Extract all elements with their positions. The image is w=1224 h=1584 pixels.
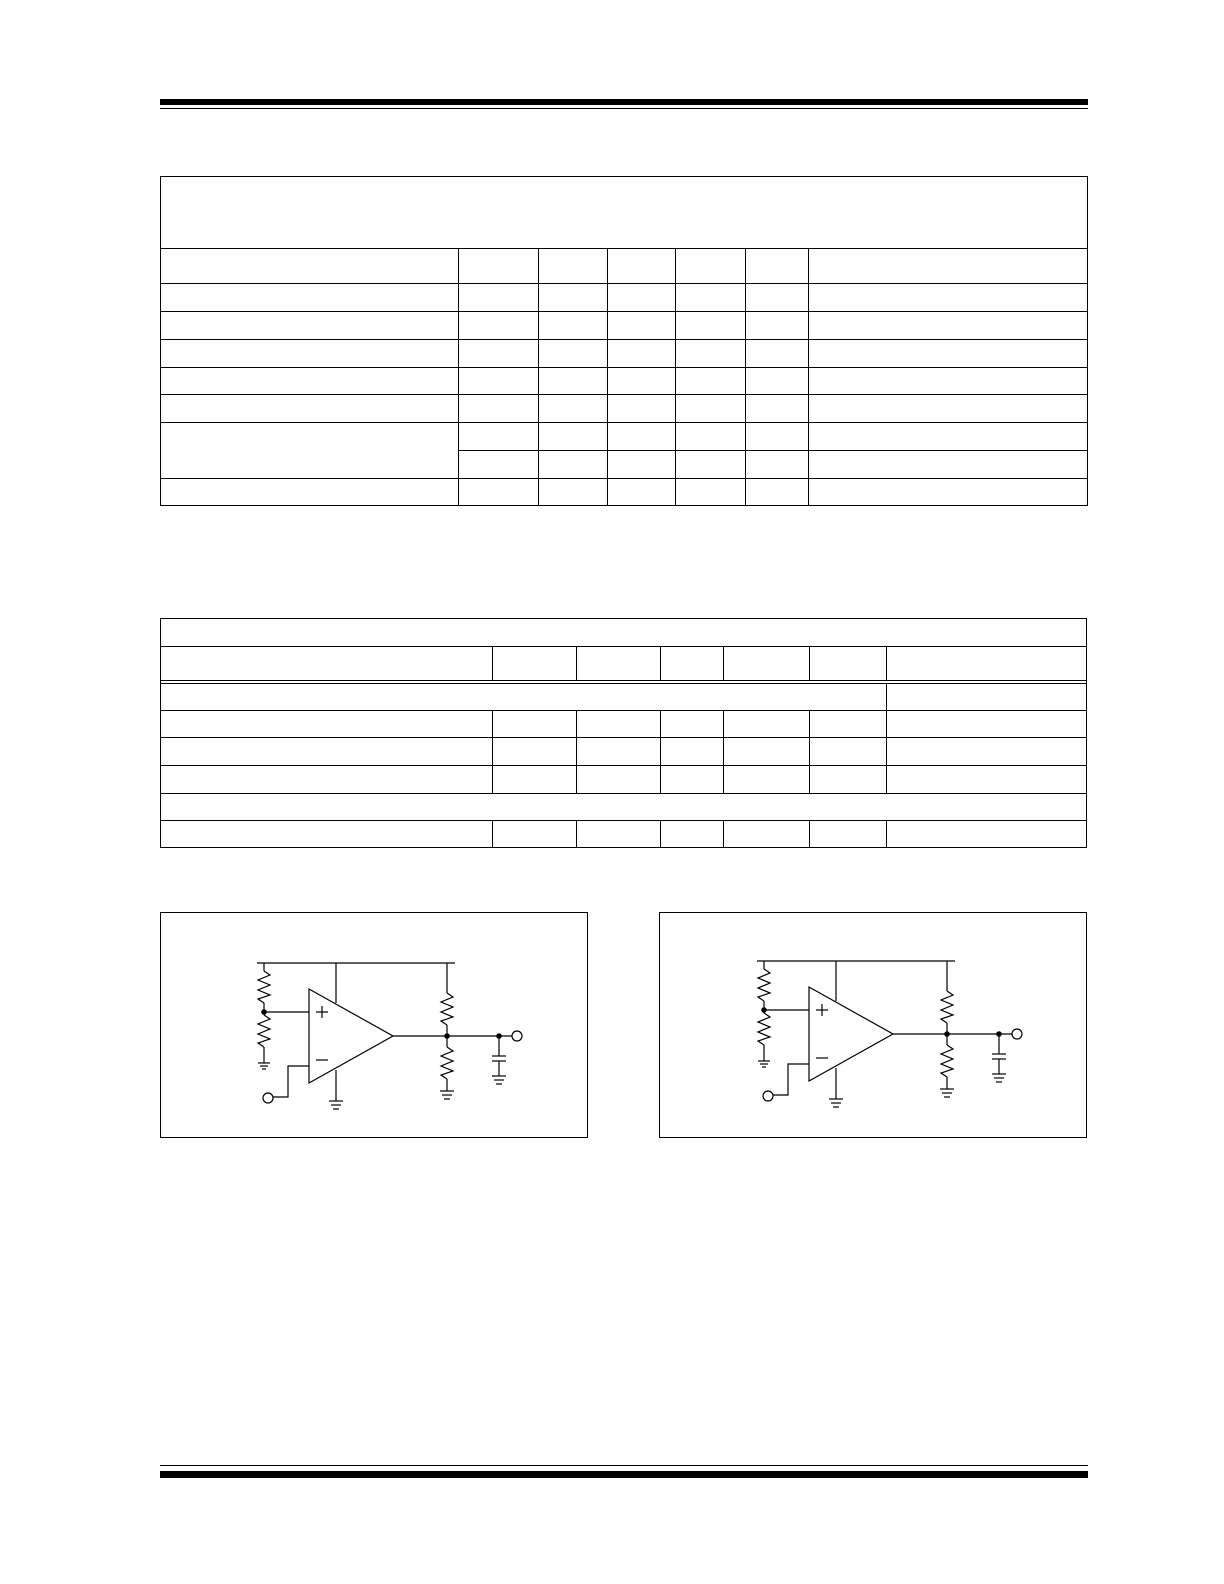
table-1-row-line xyxy=(161,394,1087,395)
table-2-header-line xyxy=(161,680,1086,681)
table-1-col-line xyxy=(538,248,539,505)
figure-1 xyxy=(160,912,588,1138)
table-1-col-line xyxy=(675,248,676,505)
table-1-row-line xyxy=(161,311,1087,312)
table-2-col-line xyxy=(723,820,724,847)
table-2-col-line xyxy=(492,820,493,847)
table-2-row-line xyxy=(161,737,1086,738)
footer-rule-thin xyxy=(160,1465,1088,1466)
table-2-col-line xyxy=(886,683,887,710)
table-1-header-line xyxy=(161,248,1087,249)
op-amp-schematic-icon xyxy=(161,913,589,1139)
table-2-header-line xyxy=(161,683,1086,684)
table-2-row-line xyxy=(161,710,1086,711)
table-2-row-line xyxy=(161,646,1086,647)
footer-rule-thick xyxy=(160,1471,1088,1478)
table-1-row-line xyxy=(161,339,1087,340)
table-1-col-line xyxy=(458,248,459,505)
table-2-col-line xyxy=(723,646,724,680)
table-1-row-line xyxy=(161,422,1087,423)
table-2-col-line xyxy=(576,820,577,847)
figure-2 xyxy=(659,912,1087,1138)
table-2-col-line xyxy=(809,710,810,793)
table-2-col-line xyxy=(809,820,810,847)
table-2-col-line xyxy=(660,646,661,680)
table-2-col-line xyxy=(886,820,887,847)
table-1-col-line xyxy=(808,248,809,505)
header-rule-thick xyxy=(160,99,1088,105)
table-1-row-line xyxy=(161,367,1087,368)
table-1-row-line xyxy=(161,478,1087,479)
op-amp-schematic-icon xyxy=(660,913,1088,1139)
table-1 xyxy=(160,176,1088,506)
table-1-row-line xyxy=(161,283,1087,284)
table-2-row-line xyxy=(161,820,1086,821)
table-1-col-line xyxy=(607,248,608,505)
table-2-col-line xyxy=(576,710,577,793)
table-2-col-line xyxy=(660,710,661,793)
table-2 xyxy=(160,618,1087,848)
table-2-col-line xyxy=(886,710,887,793)
table-2-col-line xyxy=(492,710,493,793)
table-2-col-line xyxy=(809,646,810,680)
table-2-col-line xyxy=(886,646,887,680)
table-2-row-line xyxy=(161,793,1086,794)
table-2-col-line xyxy=(576,646,577,680)
table-1-row-line xyxy=(458,450,1087,451)
header-rule-thin xyxy=(160,108,1088,109)
table-2-col-line xyxy=(660,820,661,847)
table-2-row-line xyxy=(161,765,1086,766)
table-2-col-line xyxy=(492,646,493,680)
table-2-col-line xyxy=(723,710,724,793)
table-1-col-line xyxy=(745,248,746,505)
